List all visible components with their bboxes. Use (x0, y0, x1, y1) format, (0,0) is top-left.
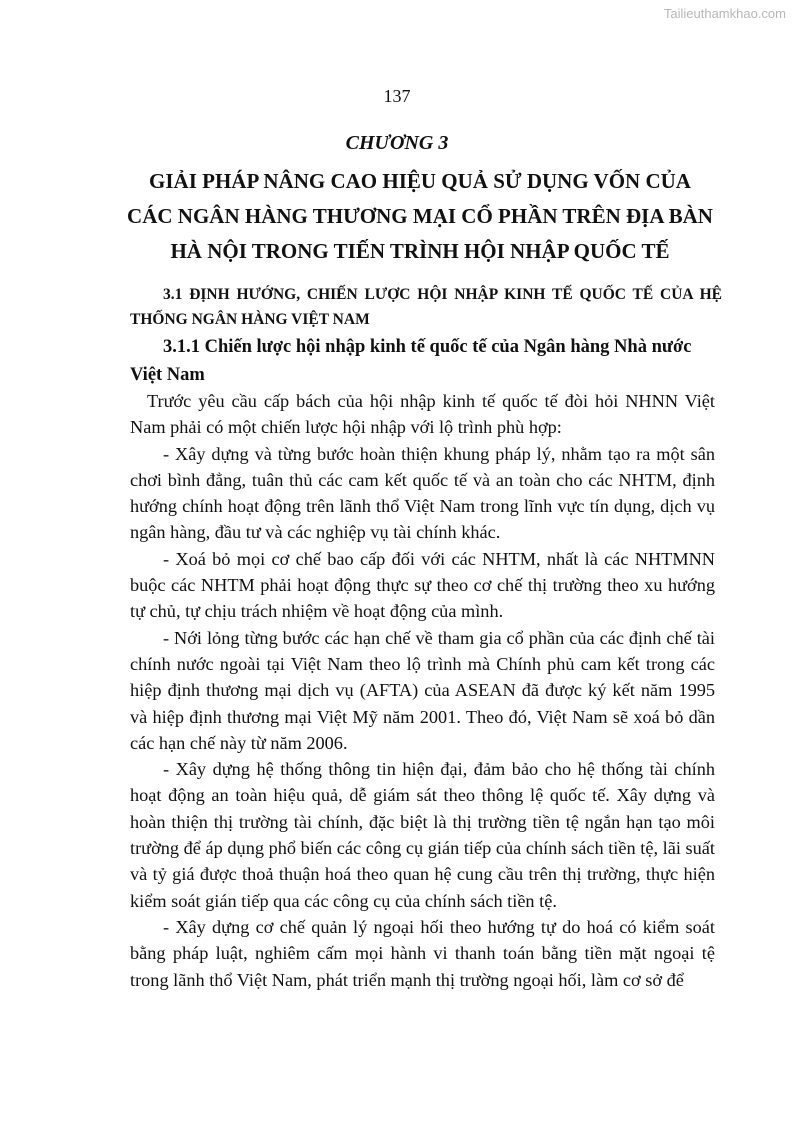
page-number: 137 (383, 86, 411, 106)
body-paragraph: - Xây dựng cơ chế quản lý ngoại hối theo hướng tự do hoá có kiểm soát bằng pháp luật, nghiêm cấm mọi hành vi thanh toán bằng tiền mặt ngoại tệ trong lãnh thổ Việt Nam, phát triển mạnh thị trường ngoại hối, làm cơ sở để (130, 916, 715, 990)
chapter-title-line: HÀ NỘI TRONG TIẾN TRÌNH HỘI NHẬP QUỐC TẾ (170, 239, 670, 263)
chapter-label: CHƯƠNG 3 (345, 132, 449, 154)
subsection-heading: 3.1.1 Chiến lược hội nhập kinh tế quốc tế của Ngân hàng Nhà nước Việt Nam (130, 337, 692, 385)
body-paragraph: - Xoá bỏ mọi cơ chế bao cấp đối với các NHTM, nhất là các NHTMNN buộc các NHTM phải hoạt động thực sự theo cơ chế thị trường theo xu hướng tự chủ, tự chịu trách nhiệm về hoạt động của mình. (130, 548, 715, 622)
body-paragraph: - Xây dựng hệ thống thông tin hiện đại, đảm bảo cho hệ thống tài chính hoạt động an toàn hiệu quả, dễ giám sát theo thông lệ quốc tế. Xây dựng và hoàn thiện thị trường tài chính, đặc biệt là thị trường tiền tệ ngắn hạn tạo môi trường để áp dụng phổ biến các công cụ gián tiếp của chính sách tiền tệ, lãi suất và tỷ giá được thoả thuận hoá theo quan hệ cung cầu trên thị trường, thực hiện kiểm soát gián tiếp qua các công cụ của chính sách tiền tệ. (130, 759, 715, 911)
chapter-title (110, 164, 730, 269)
body-text (130, 388, 715, 993)
watermark-text: Tailieuthamkhao.com (663, 6, 786, 21)
chapter-title-line: GIẢI PHÁP NÂNG CAO HIỆU QUẢ SỬ DỤNG VỐN CỦA (149, 169, 691, 193)
chapter-title-line: CÁC NGÂN HÀNG THƯƠNG MẠI CỔ PHẦN TRÊN ĐỊA BÀN (127, 204, 713, 228)
body-paragraph: Trước yêu cầu cấp bách của hội nhập kinh tế quốc tế đòi hỏi NHNN Việt Nam phải có một chiến lược hội nhập với lộ trình phù hợp: (130, 391, 715, 438)
body-paragraph: - Xây dựng và từng bước hoàn thiện khung pháp lý, nhằm tạo ra một sân chơi bình đẳng, tuân thủ các cam kết quốc tế và an toàn cho các NHTM, định hướng chính hoạt động trên lãnh thổ Việt Nam trong lĩnh vực tín dụng, dịch vụ ngân hàng, đầu tư và các nghiệp vụ tài chính khác. (130, 443, 715, 543)
section-heading: 3.1 ĐỊNH HƯỚNG, CHIẾN LƯỢC HỘI NHẬP KINH TẾ QUỐC TẾ CỦA HỆ THỐNG NGÂN HÀNG VIỆT NAM (130, 286, 722, 328)
body-paragraph: - Nới lỏng từng bước các hạn chế về tham gia cổ phần của các định chế tài chính nước ngoài tại Việt Nam theo lộ trình mà Chính phủ cam kết trong các hiệp định thương mại dịch vụ (AFTA) của ASEAN đã được ký kết năm 1995 và hiệp định thương mại Việt Mỹ năm 2001. Theo đó, Việt Nam sẽ xoá bỏ dần các hạn chế này từ năm 2006. (130, 627, 715, 753)
